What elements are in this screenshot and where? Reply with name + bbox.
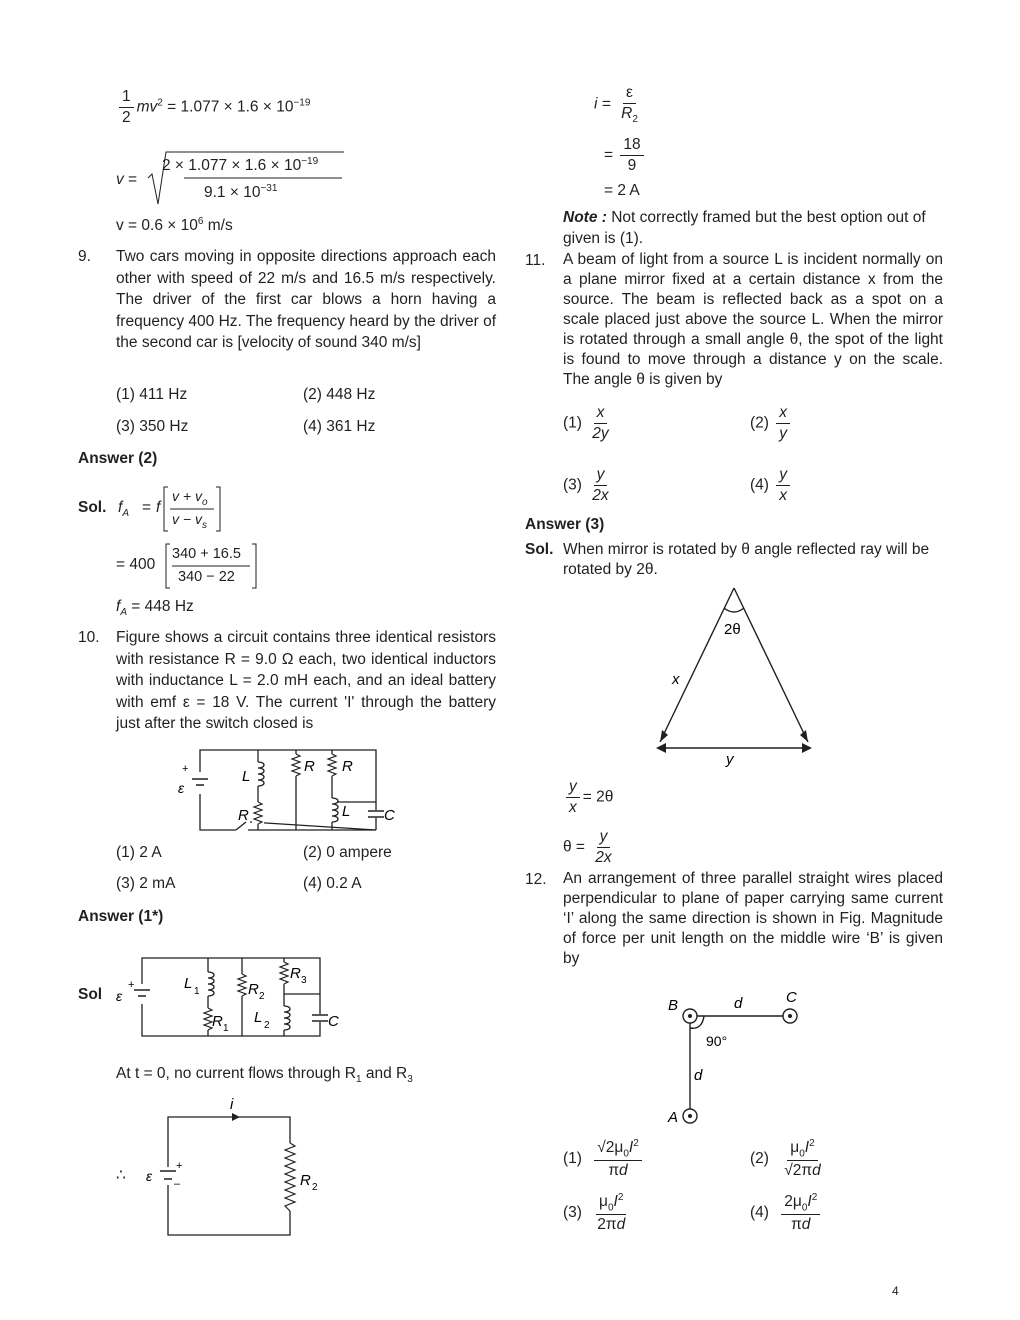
q11-option-4: (4) $\frac{y}{x}$ [750, 466, 793, 505]
q12-option-4: (4) $\frac{2\mu_0I^2}{\pi d}$ [750, 1192, 823, 1234]
q11-option-3: (3) $\frac{y}{2x}$ [563, 466, 609, 504]
velocity-result: $v = 0.6 \times 10^6$ m/s [116, 216, 233, 235]
question-9-number: 9. [78, 248, 91, 265]
current-equation: i = $\frac{\varepsilon}{R_2}$ [594, 84, 638, 126]
q10-answer: Answer (1*) [78, 908, 164, 925]
q10-option-1: (1) 2 A [116, 844, 162, 861]
svg-text:3: 3 [301, 975, 307, 986]
question-11-number: 11. [525, 252, 546, 269]
svg-text:+: + [176, 1160, 183, 1172]
q12-option-2: (2) $\frac{\mu_0I^2}{√2\pi d}$ [750, 1138, 821, 1180]
note-block: Note : Not correctly framed but the best option out of given is (1). [563, 209, 926, 247]
svg-text:1: 1 [223, 1023, 229, 1034]
q11-sol-text: When mirror is rotated by θ angle reflected ray will be rotated by 2θ. [563, 541, 930, 578]
question-9-text: Two cars moving in opposite directions approach each other with speed of 22 m/s and 16.5 m/s respectively. The driver of the first car blows a horn having a frequency 400 Hz. The frequency heard by the driver of the second car is [velocity of sound 340 m/s] [116, 248, 496, 351]
svg-text:R: R [238, 807, 249, 824]
page-number: 4 [892, 1284, 899, 1298]
svg-text:d: d [734, 995, 743, 1012]
svg-text:C: C [786, 989, 797, 1006]
svg-text:90°: 90° [706, 1033, 728, 1049]
q9-option-4: (4) 361 Hz [303, 418, 376, 435]
question-12-number: 12. [525, 871, 547, 888]
q9-option-3: (3) 350 Hz [116, 418, 189, 435]
q9-answer: Answer (2) [78, 450, 158, 467]
svg-text:R: R [212, 1013, 223, 1030]
q10-note: At t = 0, no current flows through $R_1$ and $R_3$ [116, 1065, 413, 1086]
q10-sol-circuit-diagram [112, 952, 352, 1040]
q9-option-1: (1) 411 Hz [116, 386, 188, 403]
svg-text:R: R [342, 758, 353, 775]
q10-simplified-circuit [140, 1095, 340, 1240]
svg-text:L: L [342, 803, 351, 820]
q12-wires-diagram [660, 986, 820, 1128]
svg-text:ε: ε [146, 1168, 153, 1184]
svg-text:2: 2 [264, 1020, 270, 1031]
q12-option-3: (3) $\frac{\mu_0I^2}{2\pi d}$ [563, 1192, 626, 1234]
svg-text:2θ: 2θ [724, 621, 741, 638]
svg-text:+: + [182, 763, 189, 775]
svg-text:d: d [694, 1067, 703, 1084]
svg-text:B: B [668, 997, 679, 1014]
svg-text:C: C [384, 807, 395, 824]
svg-text:–: – [174, 1178, 181, 1190]
svg-text:ε: ε [116, 988, 123, 1004]
svg-text:R: R [290, 965, 301, 982]
q9-option-2: (2) 448 Hz [303, 386, 376, 403]
svg-text:2: 2 [259, 991, 265, 1002]
current-substitution: = $\frac{18}{9}$ [604, 136, 647, 175]
svg-text:ε: ε [178, 780, 185, 796]
question-10-number: 10. [78, 629, 100, 646]
q9-sol-label: Sol. [78, 499, 107, 516]
q10-sol-label: Sol [78, 986, 103, 1003]
q10-option-2: (2) 0 ampere [303, 844, 392, 861]
question-10-text: Figure shows a circuit contains three identical resistors with resistance R = 9.0 Ω each, two identical inductors with inductance L = 2.0 mH each, and an ideal battery with emf ε = 18 V. The current 'I' through the battery just after the switch closed is [116, 629, 496, 732]
svg-text:x: x [672, 671, 680, 688]
q9-result: $f_A = 448$ Hz [116, 598, 194, 619]
svg-text:1: 1 [194, 986, 200, 997]
velocity-sqrt-equation: v = $2 \times 1.077 \times 1.6 \times 10^{-19}$ $9.1 \times 10^{-31}$ [116, 148, 346, 208]
current-result: = 2 A [604, 182, 640, 199]
question-11-text: A beam of light from a source L is incident normally on a plane mirror fixed at a certain distance x from the source. The beam is reflected back as a spot on a scale placed just above the source L. When the mirror is rotated through a small angle θ, the spot of the light is found to move through a distance y on the scale. The angle θ is given by [563, 251, 943, 388]
q11-eq1: $\frac{y}{x}$ = 2θ [563, 778, 613, 817]
q10-option-4: (4) 0.2 A [303, 875, 362, 892]
q11-sol-label: Sol. [525, 541, 554, 558]
question-12-text: An arrangement of three parallel straight wires placed perpendicular to plane of paper carrying same current ‘I’ along the same direction is shown in Fig. Magnitude of force per unit length on the middle wire ‘B’ is given by [563, 870, 943, 967]
svg-text:A: A [668, 1109, 679, 1126]
svg-text:L: L [184, 975, 193, 992]
svg-text:2: 2 [312, 1182, 318, 1193]
svg-text:R: R [300, 1172, 311, 1189]
q11-eq2: θ = $\frac{y}{2x}$ [563, 828, 612, 866]
svg-text:C: C [328, 1013, 339, 1030]
q12-option-1: (1) $\frac{√2\mu_0I^2}{\pi d}$ [563, 1138, 645, 1180]
q10-option-3: (3) 2 mA [116, 875, 176, 892]
svg-text:R: R [304, 758, 315, 775]
svg-text:L: L [254, 1009, 263, 1026]
q11-option-2: (2) $\frac{x}{y}$ [750, 404, 793, 443]
kinetic-energy-equation: $\frac{1}{2}$ $mv^2 = 1.077 \times 1.6 \times 10^{-19}$ [116, 88, 310, 127]
svg-text:+: + [128, 979, 135, 991]
q9-doppler-substitution: = 400 340 + 16.5 340 − 22 [116, 542, 276, 590]
svg-text:i: i [230, 1096, 234, 1113]
q9-doppler-formula: $f_A$ = f $v + v_o$ $v - v_s$ [118, 485, 238, 533]
svg-text:L: L [242, 768, 251, 785]
q10-circuit-diagram [170, 742, 410, 834]
q11-option-1: (1) $\frac{x}{2y}$ [563, 404, 609, 442]
therefore-symbol: ∴ [116, 1167, 126, 1184]
q11-answer: Answer (3) [525, 516, 605, 533]
q11-triangle-diagram [650, 582, 820, 770]
svg-text:y: y [726, 751, 734, 768]
svg-text:R: R [248, 981, 259, 998]
